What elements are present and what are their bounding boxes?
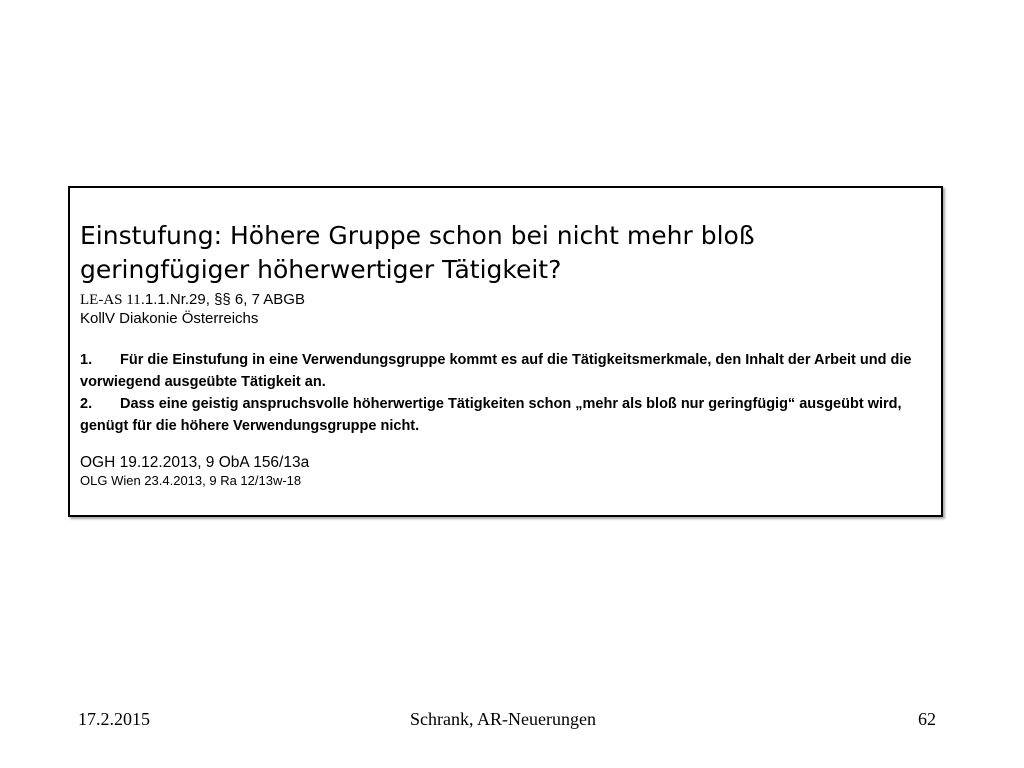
point-text: Dass eine geistig anspruchsvolle höherwertige Tätigkeiten schon „mehr als bloß nur geringfügig“ ausgeübt wird, genügt für die höhere Verwendungsgruppe nicht. [80,396,902,434]
point-number: 2. [80,396,93,412]
ruling-points [80,349,940,437]
citation-olg: OLG Wien 23.4.2013, 9 Ra 12/13w-18 [80,473,302,488]
footer-title: Schrank, AR-Neuerungen [410,709,596,729]
footer-date: 17.2.2015 [78,709,150,729]
slide-heading: Einstufung: Höhere Gruppe schon bei nicht mehr bloß geringfügiger höherwertiger Tätigkeit? [80,221,755,284]
ruling-point [80,349,940,393]
citation-ogh: OGH 19.12.2013, 9 ObA 156/13a [80,454,310,471]
collective-agreement: KollV Diakonie Österreichs [80,310,259,327]
legal-reference-rest: .1.1.Nr.29, §§ 6, 7 ABGB [140,291,305,308]
legal-reference [80,291,305,309]
legal-reference-prefix: LE-AS 11 [80,292,141,308]
point-number: 1. [80,352,93,368]
footer-page-number: 62 [918,709,936,729]
ruling-point [80,393,940,437]
point-text: Für die Einstufung in eine Verwendungsgruppe kommt es auf die Tätigkeitsmerkmale, den Inhalt der Arbeit und die vorwiegend ausgeübte Tätigkeit an. [80,352,912,390]
